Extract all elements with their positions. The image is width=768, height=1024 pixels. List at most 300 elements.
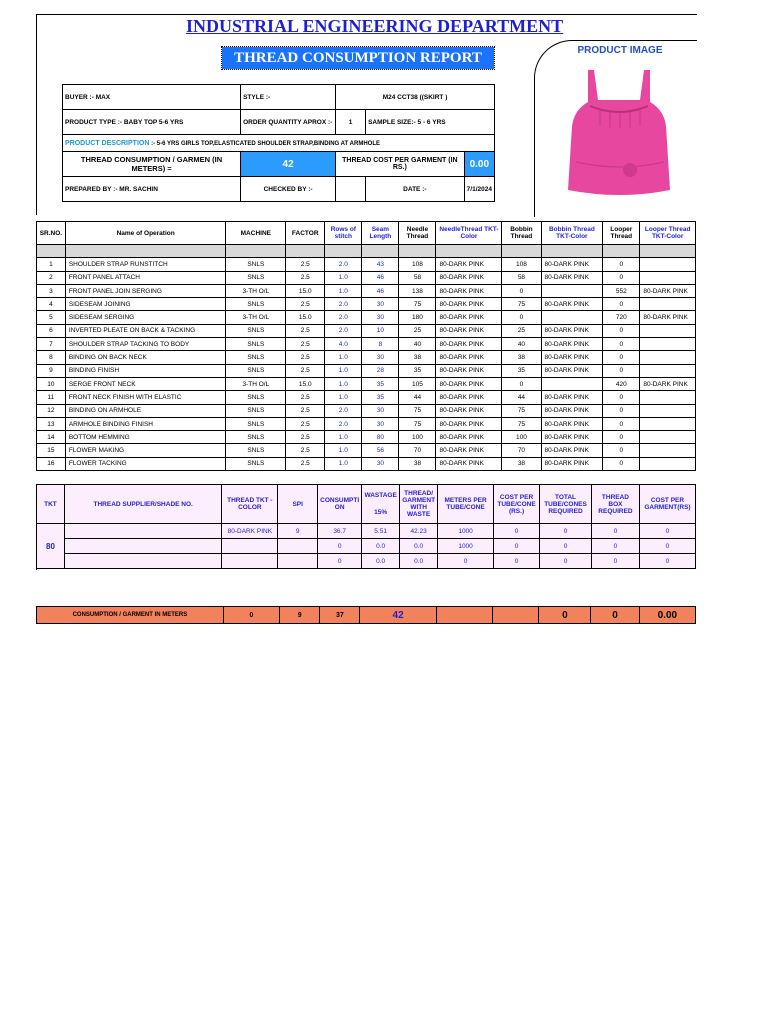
ops-cell-ncolor: 80-DARK PINK (436, 417, 502, 430)
ops-cell-rows: 1.0 (325, 284, 362, 297)
operations-header-row (37, 222, 696, 245)
summary-cell-cons: 0 (318, 539, 362, 554)
summary-header-text: TKT (44, 500, 57, 508)
ops-cell-looper: 420 (603, 377, 640, 390)
ops-cell-machine: SNLS (226, 351, 286, 364)
ops-cell-factor: 2.5 (286, 444, 325, 457)
ops-cell-sr: 16 (37, 457, 66, 470)
ops-header-cell: SR.NO. (37, 222, 66, 245)
summary-header-text: SPI (292, 500, 303, 508)
summary-cell-withwaste: 0.0 (400, 554, 438, 569)
ops-cell-looper: 552 (603, 284, 640, 297)
ops-cell-ncolor: 80-DARK PINK (436, 351, 502, 364)
ops-cell-lcolor: 80-DARK PINK (640, 377, 696, 390)
summary-header-cell (591, 485, 639, 524)
summary-header-text: WASTAGE (364, 492, 397, 499)
summary-cell-supplier (64, 554, 221, 569)
ops-cell-factor: 2.5 (286, 417, 325, 430)
ops-cell-lcolor (640, 417, 696, 430)
ops-cell-seam: 8 (362, 338, 399, 351)
summary-header-row (37, 485, 696, 524)
ops-cell-rows: 1.0 (325, 457, 362, 470)
ops-cell-ncolor: 80-DARK PINK (436, 311, 502, 324)
ops-cell-ncolor: 80-DARK PINK (436, 404, 502, 417)
ops-cell-rows: 1.0 (325, 391, 362, 404)
date-label: DATE :- (366, 177, 465, 202)
ops-cell-lcolor (640, 338, 696, 351)
ops-header-cell: Bobbin Thread (502, 222, 541, 245)
summary-cell-spi: 9 (278, 524, 318, 539)
table-row (37, 338, 696, 351)
ops-cell-name: BINDING ON ARMHOLE (65, 404, 226, 417)
ops-cell-looper: 0 (603, 351, 640, 364)
total-v6 (493, 607, 539, 624)
ops-cell-seam: 10 (362, 324, 399, 337)
ops-cell-factor: 2.5 (286, 351, 325, 364)
ops-cell-needle: 75 (399, 298, 436, 311)
ops-cell-rows: 2.0 (325, 417, 362, 430)
ops-cell-ncolor: 80-DARK PINK (436, 377, 502, 390)
ops-cell-name: SIDESEAM JOINING (65, 298, 226, 311)
ops-cell-sr: 10 (37, 377, 66, 390)
ops-cell-seam: 30 (362, 417, 399, 430)
ops-cell-factor: 15.0 (286, 377, 325, 390)
ops-cell-machine: SNLS (226, 404, 286, 417)
ops-cell-machine: SNLS (226, 298, 286, 311)
table-row (37, 258, 696, 271)
ops-cell-bobbin: 58 (502, 271, 541, 284)
ops-cell-looper: 0 (603, 271, 640, 284)
ops-cell-bobbin: 40 (502, 338, 541, 351)
table-row (37, 391, 696, 404)
ops-cell-machine: SNLS (226, 338, 286, 351)
ops-cell-sr: 11 (37, 391, 66, 404)
summary-cell-cones: 0 (540, 539, 592, 554)
ops-cell-name: BINDING ON BACK NECK (65, 351, 226, 364)
ops-cell-bobbin: 70 (502, 444, 541, 457)
ops-cell-looper: 0 (603, 404, 640, 417)
desc-value: :- 5-6 YRS GIRLS TOP,ELASTICATED SHOULDER STRAP,BINDING AT ARMHOLE (151, 140, 380, 147)
ops-cell-bcolor (541, 311, 603, 324)
table-row (37, 404, 696, 417)
ops-cell-name: INVERTED PLEATE ON BACK & TACKING (65, 324, 226, 337)
date-value: 7/1/2024 (464, 177, 494, 202)
ops-cell-sr: 14 (37, 431, 66, 444)
consumption-label: THREAD CONSUMPTION / GARMEN (IN METERS) = (63, 152, 241, 177)
ops-cell-seam: 80 (362, 431, 399, 444)
ops-cell-ncolor: 80-DARK PINK (436, 364, 502, 377)
ops-cell-needle: 70 (399, 444, 436, 457)
ops-cell-bcolor (541, 377, 603, 390)
desc-label: PRODUCT DESCRIPTION (65, 139, 150, 147)
ops-header-cell: Bobbin Thread TKT-Color (541, 222, 603, 245)
ops-cell-ncolor: 80-DARK PINK (436, 338, 502, 351)
summary-cell-cones: 0 (540, 554, 592, 569)
style-value: M24 CCT38 ((SKIRT ) (336, 85, 495, 110)
ops-cell-ncolor: 80-DARK PINK (436, 391, 502, 404)
ops-cell-sr: 1 (37, 258, 66, 271)
ops-cell-rows: 1.0 (325, 351, 362, 364)
ops-cell-bobbin: 108 (502, 258, 541, 271)
summary-tkt: 80 (37, 524, 65, 569)
ops-cell-ncolor: 80-DARK PINK (436, 444, 502, 457)
summary-cell-costcone: 0 (494, 524, 540, 539)
ops-header-cell: Name of Operation (65, 222, 226, 245)
table-row (37, 284, 696, 297)
summary-cell-box: 0 (591, 524, 639, 539)
ops-cell-looper: 0 (603, 298, 640, 311)
summary-cell-meters: 1000 (438, 524, 494, 539)
ops-cell-machine: SNLS (226, 258, 286, 271)
ops-cell-name: BINDING FINISH (65, 364, 226, 377)
summary-header-cell (438, 485, 494, 524)
ops-cell-sr: 12 (37, 404, 66, 417)
cost-value: 0.00 (464, 152, 494, 177)
cost-label: THREAD COST PER GARMENT (IN RS.) (336, 152, 465, 177)
consumption-value: 42 (241, 152, 336, 177)
ops-cell-name: FRONT PANEL ATTACH (65, 271, 226, 284)
ops-cell-bcolor: 80-DARK PINK (541, 404, 603, 417)
department-title: INDUSTRIAL ENGINEERING DEPARTMENT (186, 16, 564, 36)
ops-cell-machine: SNLS (226, 431, 286, 444)
ops-cell-seam: 46 (362, 271, 399, 284)
table-row (37, 324, 696, 337)
ops-cell-bcolor: 80-DARK PINK (541, 431, 603, 444)
order-qty-label: ORDER QUANTITY APROX :- (241, 110, 336, 135)
summary-cell-waste: 0.0 (362, 554, 400, 569)
ops-cell-ncolor: 80-DARK PINK (436, 324, 502, 337)
operations-spacer-row (37, 245, 696, 258)
ops-cell-ncolor: 80-DARK PINK (436, 284, 502, 297)
summary-cell-withwaste: 0.0 (400, 539, 438, 554)
ops-cell-looper: 0 (603, 457, 640, 470)
ops-cell-rows: 1.0 (325, 444, 362, 457)
ops-cell-needle: 75 (399, 404, 436, 417)
summary-header-cell (64, 485, 221, 524)
ops-cell-needle: 180 (399, 311, 436, 324)
ops-cell-rows: 4.0 (325, 338, 362, 351)
ops-cell-factor: 2.5 (286, 391, 325, 404)
ops-cell-looper: 0 (603, 444, 640, 457)
ops-cell-factor: 2.5 (286, 324, 325, 337)
info-table (62, 84, 495, 202)
ops-cell-lcolor (640, 258, 696, 271)
summary-header-cell (400, 485, 438, 524)
ops-cell-bcolor: 80-DARK PINK (541, 351, 603, 364)
total-v1: 0 (223, 607, 279, 624)
ops-cell-factor: 2.5 (286, 457, 325, 470)
ops-cell-sr: 6 (37, 324, 66, 337)
ops-cell-name: FRONT PANEL JOIN SERGING (65, 284, 226, 297)
ops-cell-sr: 9 (37, 364, 66, 377)
style-label: STYLE :- (241, 85, 336, 110)
ops-header-cell: Looper Thread TKT-Color (640, 222, 696, 245)
summary-header-cell (540, 485, 592, 524)
ops-header-cell: Needle Thread (399, 222, 436, 245)
ops-cell-lcolor (640, 391, 696, 404)
total-v9: 0.00 (639, 607, 695, 624)
summary-header-text: THREAD TKT - COLOR (227, 497, 273, 511)
ops-cell-seam: 30 (362, 404, 399, 417)
ops-cell-factor: 15.0 (286, 284, 325, 297)
ops-cell-sr: 8 (37, 351, 66, 364)
ops-cell-bobbin: 0 (502, 284, 541, 297)
ops-cell-needle: 58 (399, 271, 436, 284)
ops-cell-rows: 2.0 (325, 298, 362, 311)
product-description (63, 135, 495, 152)
checked-value (336, 177, 366, 202)
ops-cell-ncolor: 80-DARK PINK (436, 457, 502, 470)
ops-cell-needle: 75 (399, 417, 436, 430)
ops-cell-needle: 35 (399, 364, 436, 377)
ops-cell-seam: 43 (362, 258, 399, 271)
sample-size: SAMPLE SIZE:- 5 - 6 YRS (366, 110, 495, 135)
ops-cell-ncolor: 80-DARK PINK (436, 431, 502, 444)
summary-cell-meters: 1000 (438, 539, 494, 554)
ops-cell-ncolor: 80-DARK PINK (436, 258, 502, 271)
summary-header-cell (318, 485, 362, 524)
ops-cell-needle: 138 (399, 284, 436, 297)
summary-cell-withwaste: 42.23 (400, 524, 438, 539)
product-image-label: PRODUCT IMAGE (577, 45, 663, 56)
summary-header-text: THREAD SUPPLIER/SHADE NO. (93, 500, 193, 508)
ops-cell-lcolor (640, 351, 696, 364)
ops-cell-bcolor: 80-DARK PINK (541, 457, 603, 470)
total-bar (36, 606, 696, 624)
ops-cell-looper: 0 (603, 338, 640, 351)
summary-cell-costgar: 0 (639, 524, 695, 539)
table-row (37, 431, 696, 444)
summary-cell-color: 80-DARK PINK (222, 524, 278, 539)
summary-cell-cones: 0 (540, 524, 592, 539)
ops-header-cell: FACTOR (286, 222, 325, 245)
ops-cell-bcolor: 80-DARK PINK (541, 417, 603, 430)
ops-cell-lcolor (640, 324, 696, 337)
ops-cell-bobbin: 25 (502, 324, 541, 337)
ops-cell-machine: SNLS (226, 417, 286, 430)
table-row (37, 539, 696, 554)
ops-cell-factor: 15.0 (286, 311, 325, 324)
ops-cell-bobbin: 75 (502, 404, 541, 417)
ops-cell-seam: 35 (362, 391, 399, 404)
summary-header-cell (278, 485, 318, 524)
ops-cell-looper: 0 (603, 417, 640, 430)
ops-cell-machine: 3-TH O/L (226, 311, 286, 324)
summary-cell-waste: 0.0 (362, 539, 400, 554)
ops-cell-bcolor: 80-DARK PINK (541, 271, 603, 284)
summary-header-cell (494, 485, 540, 524)
ops-cell-needle: 25 (399, 324, 436, 337)
ops-cell-machine: SNLS (226, 391, 286, 404)
ops-cell-factor: 2.5 (286, 364, 325, 377)
ops-cell-name: SHOULDER STRAP RUNSTITCH (65, 258, 226, 271)
summary-cell-spi (278, 554, 318, 569)
ops-cell-bobbin: 0 (502, 377, 541, 390)
ops-cell-lcolor (640, 364, 696, 377)
ops-cell-machine: SNLS (226, 271, 286, 284)
ops-cell-needle: 38 (399, 457, 436, 470)
table-row (37, 364, 696, 377)
ops-cell-sr: 2 (37, 271, 66, 284)
table-row (37, 554, 696, 569)
operations-table (36, 221, 696, 471)
ops-cell-name: SHOULDER STRAP TACKING TO BODY (65, 338, 226, 351)
table-row (37, 524, 696, 539)
ops-cell-rows: 1.0 (325, 364, 362, 377)
summary-header-text: THREAD/ GARMENT WITH WASTE (402, 490, 436, 518)
ops-header-cell: Looper Thread (603, 222, 640, 245)
ops-cell-machine: SNLS (226, 324, 286, 337)
ops-cell-bcolor: 80-DARK PINK (541, 338, 603, 351)
ops-cell-factor: 2.5 (286, 404, 325, 417)
table-row (37, 351, 696, 364)
ops-cell-seam: 30 (362, 298, 399, 311)
ops-cell-bobbin: 38 (502, 351, 541, 364)
summary-cell-cons: 0 (318, 554, 362, 569)
ops-cell-rows: 2.0 (325, 258, 362, 271)
ops-cell-bcolor: 80-DARK PINK (541, 444, 603, 457)
ops-cell-needle: 108 (399, 258, 436, 271)
wastage-percent: 15% (374, 509, 388, 516)
ops-cell-looper: 0 (603, 431, 640, 444)
summary-cell-supplier (64, 539, 221, 554)
ops-cell-bcolor: 80-DARK PINK (541, 298, 603, 311)
summary-cell-color (222, 554, 278, 569)
summary-cell-spi (278, 539, 318, 554)
summary-header-cell (37, 485, 65, 524)
ops-cell-lcolor (640, 271, 696, 284)
ops-cell-factor: 2.5 (286, 338, 325, 351)
ops-cell-rows: 1.0 (325, 431, 362, 444)
ops-cell-needle: 40 (399, 338, 436, 351)
total-label: CONSUMPTION / GARMENT IN METERS (37, 607, 224, 624)
ops-cell-machine: SNLS (226, 364, 286, 377)
ops-cell-lcolor (640, 298, 696, 311)
total-v4: 42 (360, 607, 436, 624)
summary-cell-cons: 36.7 (318, 524, 362, 539)
total-v5 (436, 607, 492, 624)
ops-cell-seam: 35 (362, 377, 399, 390)
total-v2: 9 (280, 607, 320, 624)
summary-header-text: COST PER TUBE/CONE (RS.) (497, 493, 536, 515)
ops-cell-lcolor: 80-DARK PINK (640, 311, 696, 324)
ops-cell-ncolor: 80-DARK PINK (436, 298, 502, 311)
table-row (37, 311, 696, 324)
ops-cell-bobbin: 38 (502, 457, 541, 470)
ops-cell-rows: 2.0 (325, 324, 362, 337)
ops-cell-name: SERGE FRONT NECK (65, 377, 226, 390)
ops-cell-name: FRONT NECK FINISH WITH ELASTIC (65, 391, 226, 404)
ops-cell-seam: 30 (362, 457, 399, 470)
ops-cell-name: BOTTOM HEMMING (65, 431, 226, 444)
ops-cell-factor: 2.5 (286, 258, 325, 271)
ops-cell-rows: 2.0 (325, 404, 362, 417)
ops-cell-looper: 0 (603, 391, 640, 404)
ops-header-cell: NeedleThread TKT-Color (436, 222, 502, 245)
table-row (37, 271, 696, 284)
ops-cell-lcolor: 80-DARK PINK (640, 284, 696, 297)
product-image (560, 66, 678, 204)
ops-cell-looper: 0 (603, 364, 640, 377)
table-row (37, 377, 696, 390)
ops-header-cell: MACHINE (226, 222, 286, 245)
ops-cell-sr: 5 (37, 311, 66, 324)
ops-header-cell: Seam Length (362, 222, 399, 245)
ops-cell-name: FLOWER TACKING (65, 457, 226, 470)
ops-cell-seam: 28 (362, 364, 399, 377)
ops-cell-rows: 1.0 (325, 377, 362, 390)
order-qty-value: 1 (336, 110, 366, 135)
ops-cell-looper: 0 (603, 324, 640, 337)
summary-header-text: TOTAL TUBE/CONES REQUIRED (544, 493, 587, 515)
table-row (37, 298, 696, 311)
total-v3: 37 (320, 607, 360, 624)
ops-cell-bcolor: 80-DARK PINK (541, 258, 603, 271)
ops-cell-machine: SNLS (226, 444, 286, 457)
report-title: THREAD CONSUMPTION REPORT (222, 47, 494, 69)
ops-cell-seam: 46 (362, 284, 399, 297)
ops-cell-bcolor: 80-DARK PINK (541, 324, 603, 337)
ops-cell-name: ARMHOLE BINDING FINISH (65, 417, 226, 430)
prepared-by: PREPARED BY :- MR. SACHIN (63, 177, 241, 202)
summary-header-text: THREAD BOX REQUIRED (598, 493, 633, 515)
ops-cell-sr: 15 (37, 444, 66, 457)
total-v7: 0 (539, 607, 591, 624)
ops-cell-seam: 30 (362, 311, 399, 324)
ops-cell-lcolor (640, 404, 696, 417)
summary-cell-box: 0 (591, 539, 639, 554)
buyer: BUYER :- MAX (63, 85, 241, 110)
ops-cell-lcolor (640, 431, 696, 444)
ops-cell-looper: 720 (603, 311, 640, 324)
ops-cell-bcolor (541, 284, 603, 297)
summary-table (36, 484, 696, 569)
total-v8: 0 (591, 607, 639, 624)
summary-cell-costcone: 0 (494, 539, 540, 554)
ops-cell-bobbin: 0 (502, 311, 541, 324)
ops-cell-factor: 2.5 (286, 298, 325, 311)
ops-cell-machine: 3-TH O/L (226, 377, 286, 390)
summary-header-text: COST PER GARMENT(RS) (644, 497, 691, 511)
ops-cell-machine: 3-TH O/L (226, 284, 286, 297)
ops-cell-name: FLOWER MAKING (65, 444, 226, 457)
summary-cell-costcone: 0 (494, 554, 540, 569)
summary-cell-meters: 0 (438, 554, 494, 569)
ops-cell-factor: 2.5 (286, 271, 325, 284)
ops-cell-ncolor: 80-DARK PINK (436, 271, 502, 284)
table-row (37, 417, 696, 430)
ops-cell-seam: 30 (362, 351, 399, 364)
summary-cell-costgar: 0 (639, 539, 695, 554)
summary-header-cell (222, 485, 278, 524)
summary-cell-waste: 5.51 (362, 524, 400, 539)
ops-cell-rows: 1.0 (325, 271, 362, 284)
ops-cell-needle: 44 (399, 391, 436, 404)
summary-cell-color (222, 539, 278, 554)
summary-header-cell (639, 485, 695, 524)
summary-cell-costgar: 0 (639, 554, 695, 569)
ops-cell-sr: 7 (37, 338, 66, 351)
ops-cell-machine: SNLS (226, 457, 286, 470)
ops-cell-sr: 13 (37, 417, 66, 430)
ops-cell-bobbin: 75 (502, 298, 541, 311)
product-type: PRODUCT TYPE :- BABY TOP 5-6 YRS (63, 110, 241, 135)
table-row (37, 457, 696, 470)
ops-cell-sr: 4 (37, 298, 66, 311)
ops-cell-lcolor (640, 444, 696, 457)
ops-header-cell: Rows of stitch (325, 222, 362, 245)
summary-header-text: METERS PER TUBE/CONE (444, 497, 487, 511)
